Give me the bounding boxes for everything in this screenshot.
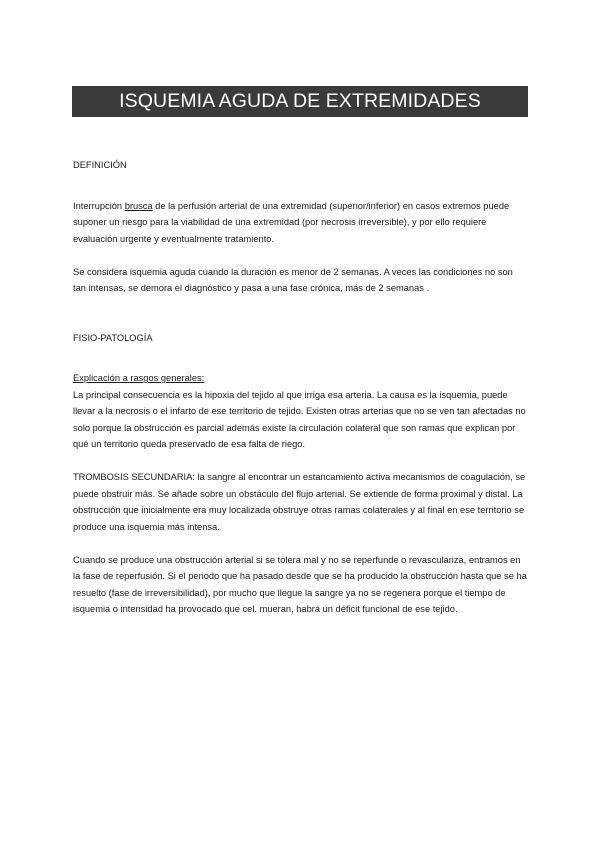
definicion-p1-after: de la perfusión arterial de una extremidad (superior/inferior) en casos extremos puede suponer un riesgo para la viabilidad de una extremidad (por necrosis irreversible), y por ello requiere evaluación urgente y eventualmente tratamiento. [73,200,510,244]
fisiopatologia-paragraph-1: La principal consecuencia es la hipoxia del tejido al que irriga esa arteria. La causa es la isquemia, puede llevar a la necrosis o el infarto de ese territorio de tejido. Existen otras arterias que no se ven tan afectadas no solo porque la obstrucción es parcial además existe la circulación colateral que son ramas que explican por qué un territorio queda preservado de esa falta de riego. [73,389,526,449]
definicion-p1-before: Interrupción [73,200,125,211]
definicion-p1-underlined: brusca [124,200,153,211]
title-banner [72,86,528,117]
fisiopatologia-paragraph-3: Cuando se produce una obstrucción arterial si se tolera mal y no se reperfunde o revasculariza, entramos en la fase de reperfusión. Si el periodo que ha pasado desde que se ha producido la obstrucción hasta que se ha resuelto (fase de irreversibilidad), por mucho que llegue la sangre ya no se regenera porque el tiempo de isquemia o intensidad ha provocado que cel. mueran, habrá un déficit funcional de ese tejido. [73,554,527,614]
page-title: ISQUEMIA AGUDA DE EXTREMIDADES [119,90,481,112]
definicion-paragraph-1 [73,198,528,248]
fisiopatologia-paragraph-2: TROMBOSIS SECUNDARIA: la sangre al encontrar un estancamiento activa mecanismos de coagulación, se puede obstruir más. Se añade sobre un obstáculo del flujo arterial. Se extiende de forma proximal y distal. La obstrucción que inicialmente era muy localizada obstruye otras ramas colaterales y al final en ese territorio se produce una isquemia más intensa. [73,472,526,532]
fisiopatologia-subheading: Explicación a rasgos generales: [73,373,205,383]
section-heading-fisiopatologia: FISIO-PATOLOGÍA [73,332,153,343]
document-body [73,157,528,618]
section-heading-definicion: DEFINICIÓN [73,160,127,170]
definicion-paragraph-2: Se considera isquemia aguda cuando la duración es menor de 2 semanas. A veces las condiciones no son tan intensas, se demora el diagnóstico y pasa a una fase crónica, más de 2 semanas . [73,266,513,293]
